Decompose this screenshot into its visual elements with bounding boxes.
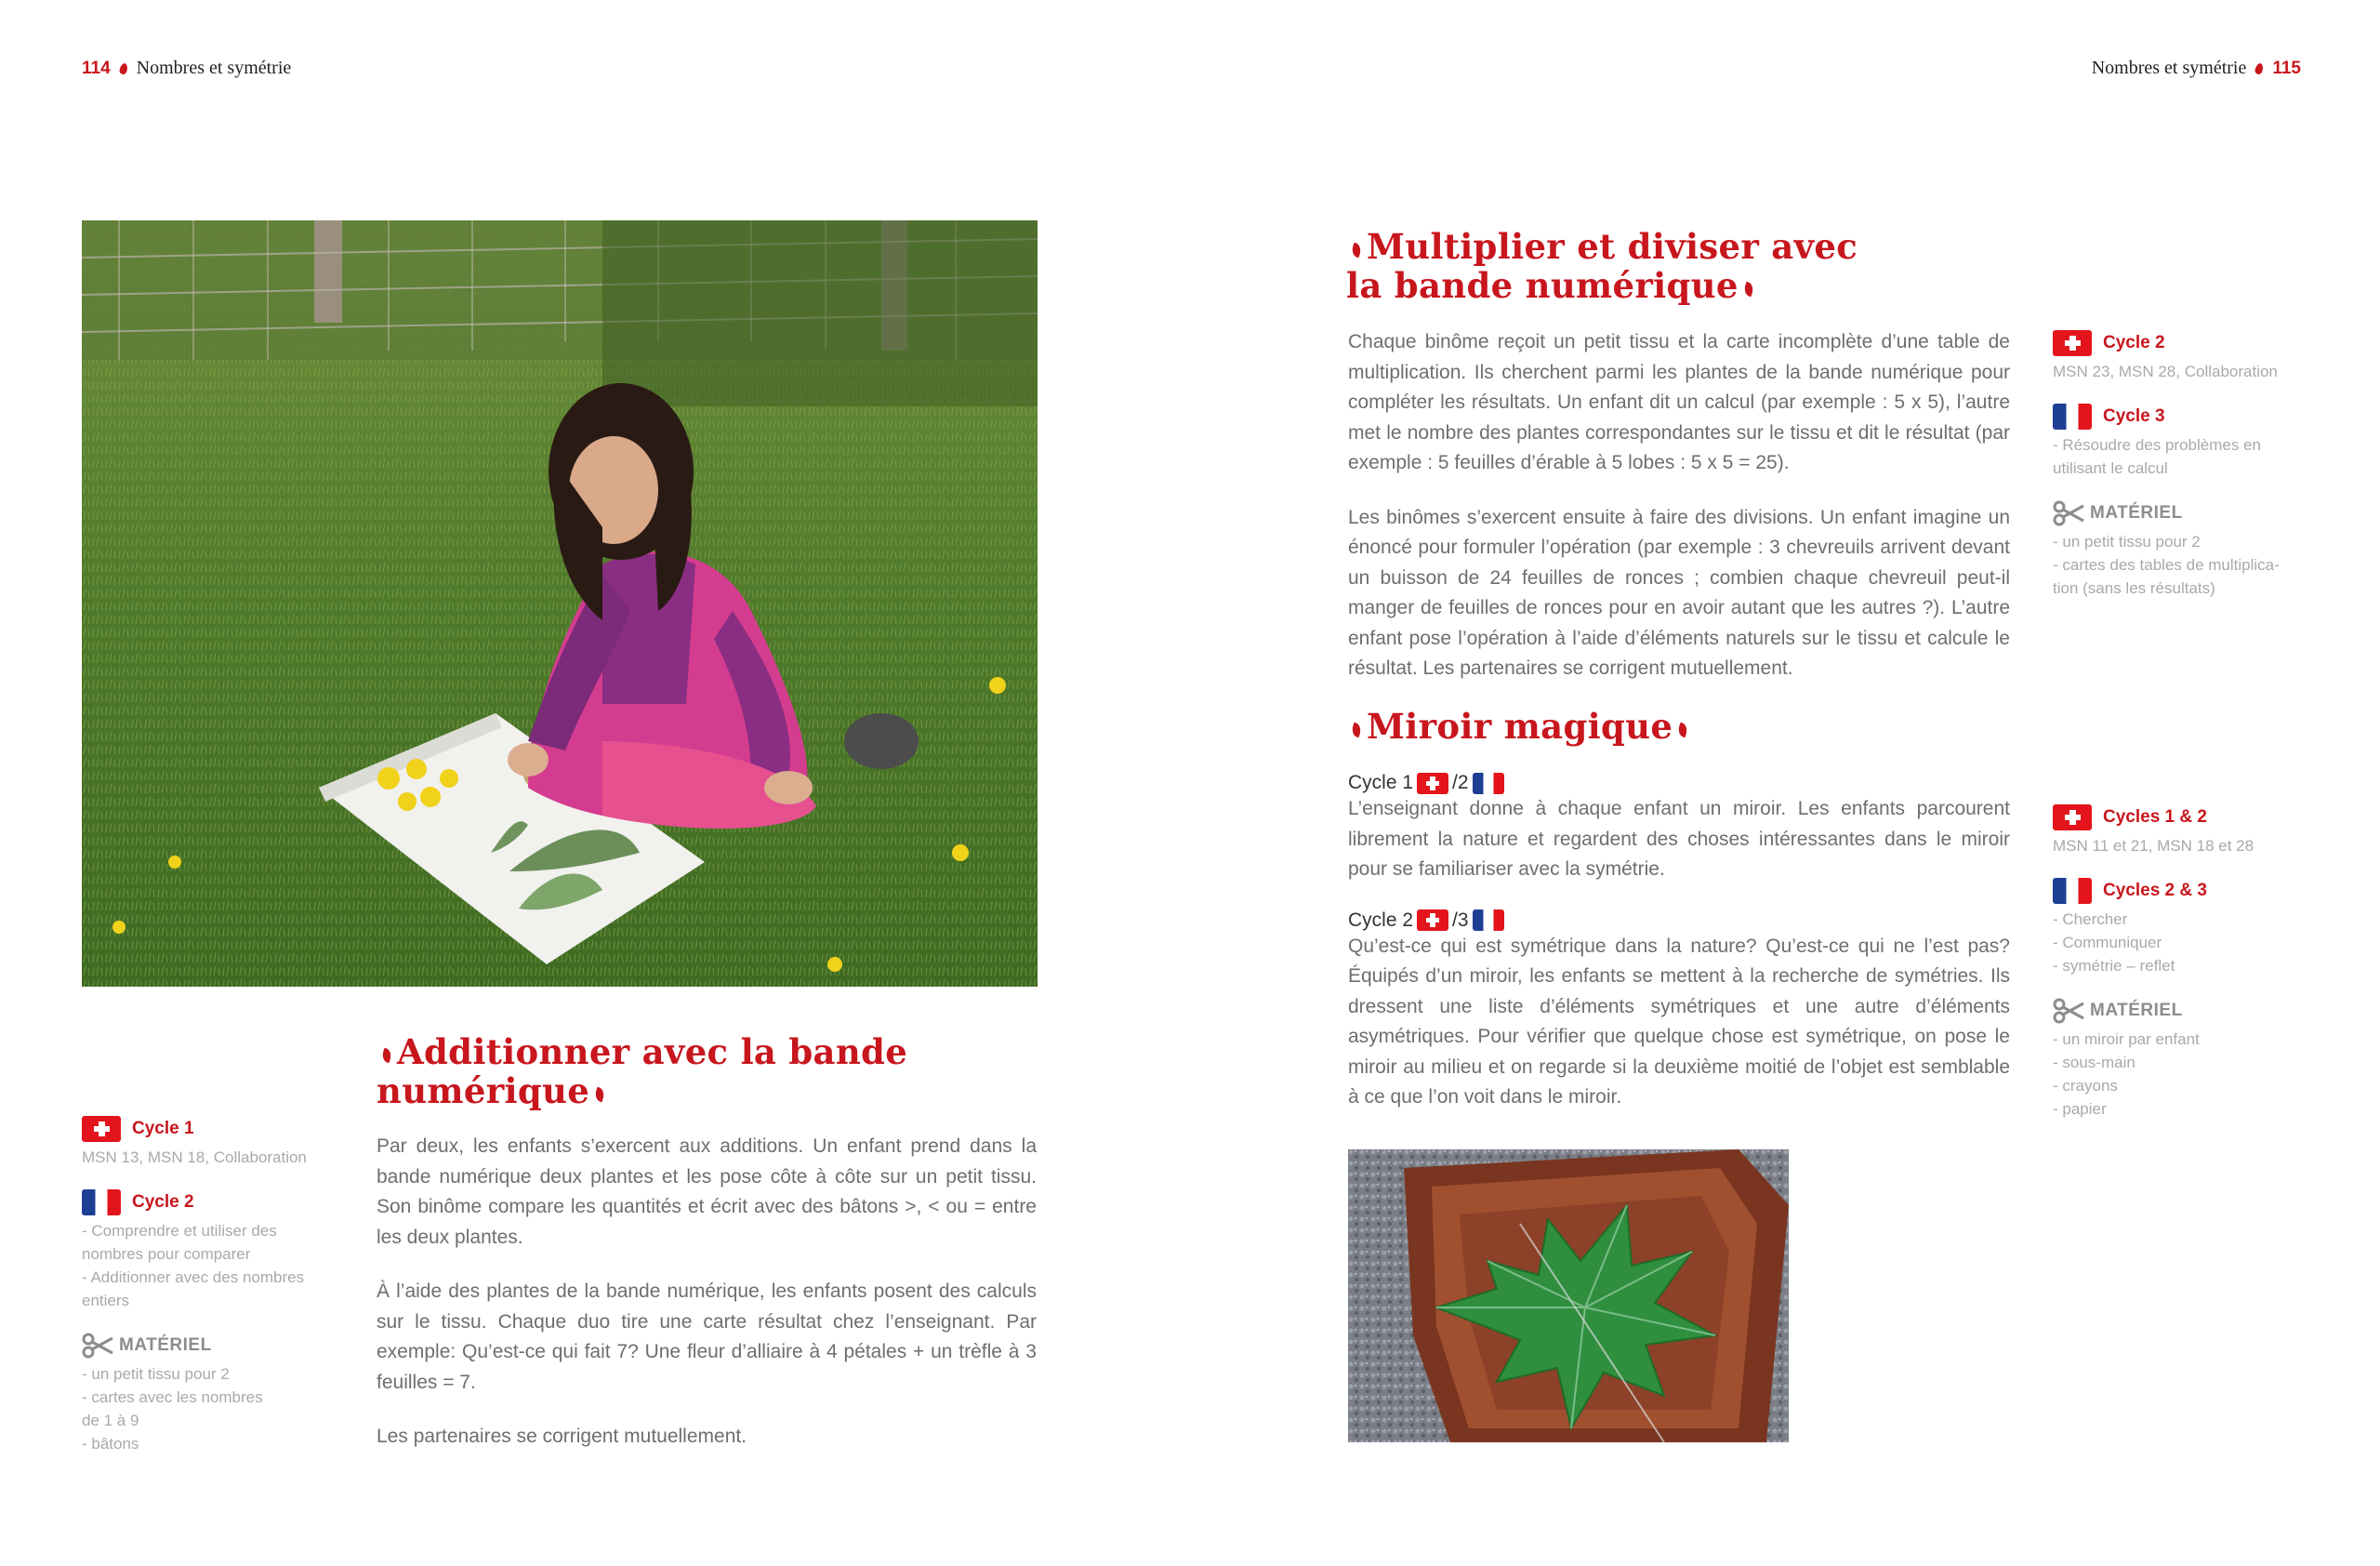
materiel-item: tion (sans les résultats) (2053, 579, 2215, 597)
photo-girl-illustration (82, 220, 1038, 987)
title-line: Additionner avec la bande (397, 1031, 908, 1072)
swiss-flag-icon (1417, 909, 1448, 931)
section-title-miroir (1346, 707, 2016, 746)
miroir-sidebar (2053, 804, 2304, 1141)
swiss-cycle-label: Cycle 1 (132, 1119, 194, 1138)
cycle-line-2 (1348, 909, 2010, 932)
french-cycle-label: Cycles 2 & 3 (2103, 881, 2207, 900)
french-objective: - Communiquer (2053, 934, 2162, 951)
photo-girl-with-plants (82, 220, 1038, 987)
materiel-item: - un petit tissu pour 2 (2053, 533, 2201, 551)
title-line: la bande numérique (1346, 265, 1739, 306)
paragraph: L’enseignant donne à chaque enfant un miroir. Les enfants parcourent librement la nature et regardent des choses intéressantes dans le miroir pour se familiariser avec la symétrie. (1348, 798, 2010, 880)
paragraph: Qu’est-ce qui est symétrique dans la nature? Qu’est-ce qui ne l’est pas? Équipés d’un miroir, les enfants se mettent à la recherche de symétries. Ils dressent une liste d’éléments symétriques et une autre d’éléments asymétriques. Pour vérifier que quelque chose est symétrique, on pose le miroir au milieu et on regarde si la deuxième moitié de l’objet est semblable à ce que l’on voit dans le miroir. (1348, 935, 2010, 1108)
cycle-separator: /3 (1452, 909, 1469, 931)
drop-icon (2254, 62, 2265, 75)
scissors-icon (2053, 998, 2084, 1024)
french-objective: nombres pour comparer (82, 1245, 251, 1263)
french-flag-icon (1473, 909, 1504, 931)
french-objective: - symétrie – reflet (2053, 957, 2175, 975)
section-title-multiplier (1346, 227, 2016, 305)
swiss-flag-icon (1417, 773, 1448, 794)
paragraph: Les partenaires se corrigent mutuellement. (377, 1426, 747, 1447)
additionner-body (377, 1132, 1037, 1477)
swiss-cycle-label: Cycle 2 (2103, 333, 2165, 352)
cycle-separator: /2 (1452, 772, 1469, 793)
french-flag-icon (1473, 773, 1504, 794)
cycle-prefix: Cycle 2 (1348, 909, 1414, 931)
french-cycle-label: Cycle 3 (2103, 406, 2165, 426)
cycle-prefix: Cycle 1 (1348, 772, 1414, 793)
materiel-item: - bâtons (82, 1435, 139, 1453)
french-objective: entiers (82, 1292, 130, 1309)
leaf-icon (380, 1047, 393, 1063)
materiel-label: MATÉRIEL (2090, 1001, 2183, 1020)
drop-icon (118, 62, 128, 75)
scissors-icon (82, 1333, 113, 1359)
swiss-curriculum-refs: MSN 13, MSN 18, Collaboration (82, 1148, 307, 1166)
french-cycle-label: Cycle 2 (132, 1192, 194, 1212)
french-objective: - Chercher (2053, 910, 2128, 928)
left-sidebar (82, 1116, 333, 1476)
materiel-item: - un miroir par enfant (2053, 1030, 2200, 1048)
french-objective: - Comprendre et utiliser des (82, 1222, 277, 1240)
leaf-icon (593, 1086, 606, 1102)
french-objective: - Résoudre des problèmes en (2053, 436, 2261, 454)
paragraph: Les binômes s’exercent ensuite à faire des divisions. Un enfant imagine un énoncé pour formuler l’opération (par exemple : 3 chevreuils arrivent devant un buisson de 24 feuilles de ronces ; combien chaque chevreuil peut-il manger de feuilles de ronces pour en avoir autant que les autres ?). L’autre enfant pose l’opération à l’aide d’éléments naturels sur le tissu et calcule le résultat. Les partenaires se corrigent mutuellement. (1348, 506, 2010, 679)
left-running-header (82, 58, 291, 79)
miroir-body (1348, 772, 2010, 1113)
right-running-title: Nombres et symétrie (2091, 58, 2247, 78)
right-page-number: 115 (2272, 58, 2301, 78)
title-line: Miroir magique (1367, 706, 1673, 747)
swiss-curriculum-refs: MSN 23, MSN 28, Collaboration (2053, 363, 2278, 380)
french-flag-icon (2053, 404, 2092, 430)
materiel-item: - cartes avec les nombres (82, 1388, 263, 1406)
french-flag-icon (82, 1189, 121, 1215)
left-running-title: Nombres et symétrie (136, 58, 292, 78)
swiss-flag-icon (2053, 804, 2092, 830)
right-running-header (2092, 58, 2301, 79)
materiel-label: MATÉRIEL (2090, 503, 2183, 523)
swiss-flag-icon (2053, 330, 2092, 356)
photo-leaf-illustration (1348, 1149, 1789, 1442)
materiel-label: MATÉRIEL (119, 1335, 212, 1355)
swiss-cycle-label: Cycles 1 & 2 (2103, 807, 2207, 827)
french-objective: utilisant le calcul (2053, 459, 2168, 477)
multiplier-body (1348, 327, 2010, 709)
materiel-item: de 1 à 9 (82, 1412, 139, 1429)
scissors-icon (2053, 500, 2084, 526)
left-page-number: 114 (82, 58, 111, 78)
cycle-line-1 (1348, 772, 2010, 794)
materiel-item: - cartes des tables de multiplica- (2053, 556, 2280, 574)
multiplier-sidebar (2053, 330, 2304, 620)
materiel-item: - un petit tissu pour 2 (82, 1365, 230, 1383)
materiel-item: - sous-main (2053, 1054, 2135, 1071)
materiel-item: - papier (2053, 1100, 2107, 1118)
swiss-curriculum-refs: MSN 11 et 21, MSN 18 et 28 (2053, 837, 2254, 855)
leaf-icon (1742, 281, 1755, 297)
leaf-icon (1676, 722, 1689, 737)
french-flag-icon (2053, 878, 2092, 904)
leaf-icon (1350, 722, 1363, 737)
paragraph: Par deux, les enfants s’exercent aux additions. Un enfant prend dans la bande numérique deux plantes et les pose côte à côte sur un petit tissu. Son binôme compare les quantités et écrit avec des bâtons >, < ou = entre les deux plantes. (377, 1135, 1037, 1248)
swiss-flag-icon (82, 1116, 121, 1142)
photo-leaf-on-bark (1348, 1149, 1789, 1442)
title-line: numérique (377, 1070, 590, 1111)
materiel-item: - crayons (2053, 1077, 2118, 1095)
leaf-icon (1350, 242, 1363, 258)
title-line: Multiplier et diviser avec (1367, 226, 1858, 267)
paragraph: Chaque binôme reçoit un petit tissu et la carte incomplète d’une table de multiplication. Ils cherchent parmi les plantes de la bande numérique pour compléter les résultats. Un enfant dit un calcul (par exemple : 5 x 5), l’autre met le nombre des plantes correspondantes sur le tissu et dit le résultat (par exemple : 5 feuilles d’érable à 5 lobes : 5 x 5 = 25). (1348, 331, 2010, 473)
section-title-additionner (377, 1032, 1046, 1110)
paragraph: À l’aide des plantes de la bande numérique, les enfants posent des calculs sur le tissu. Chaque duo tire une carte résultat chez l’enseignant. Par exemple: Qu’est-ce qui fait 7? Une fleur d’alliaire à 4 pétales + un trèfle à 3 feuilles = 7. (377, 1281, 1037, 1393)
french-objective: - Additionner avec des nombres (82, 1268, 305, 1286)
